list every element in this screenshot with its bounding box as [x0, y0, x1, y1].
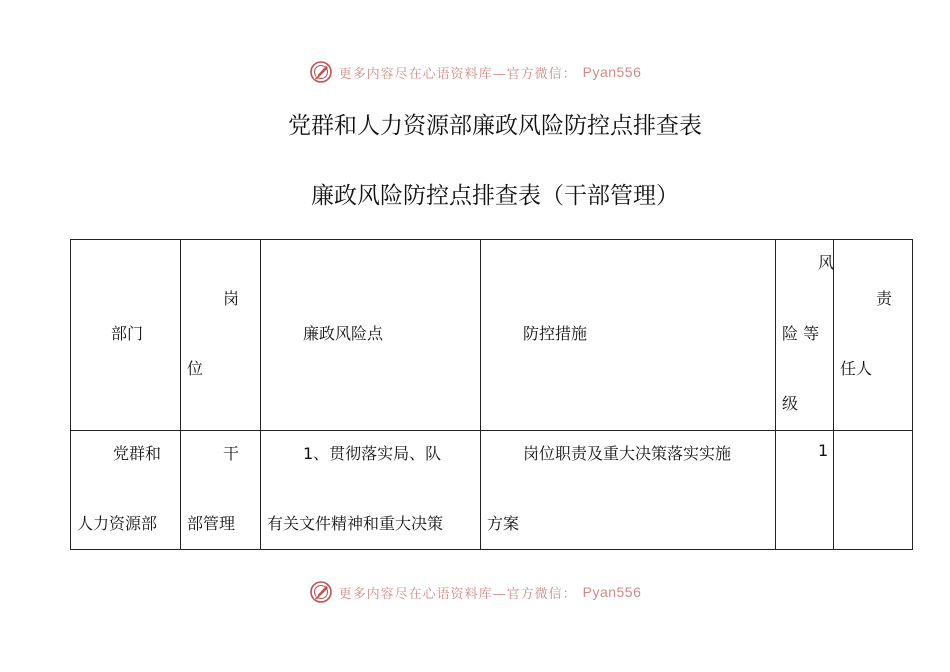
watermark-text: 更多内容尽在心语资料库—官方微信： — [338, 66, 577, 82]
cell-post-line-1: 干 — [223, 444, 240, 463]
cell-risk-level-value: 1 — [818, 441, 829, 460]
cell-dept — [71, 431, 181, 550]
header-risk-point — [261, 240, 481, 431]
table-title: 廉政风险防控点排查表（干部管理） — [311, 183, 679, 209]
header-measures-label: 防控措施 — [523, 324, 588, 343]
cell-risk-point-line-2: 有关文件精神和重大决策 — [267, 514, 444, 533]
header-post-label-2: 位 — [187, 359, 204, 378]
cell-risk-level — [776, 431, 834, 550]
cell-measures — [481, 431, 776, 550]
cell-measures-line-1: 岗位职责及重大决策落实实施 — [523, 444, 732, 463]
quill-logo-icon — [309, 580, 333, 604]
cell-post — [181, 431, 261, 550]
header-post — [181, 240, 261, 431]
cell-dept-line-1: 党群和 — [113, 444, 162, 463]
watermark-wechat-id: Pyan556 — [582, 64, 642, 80]
cell-post-line-2: 部管理 — [187, 514, 236, 533]
header-post-label-1: 岗 — [223, 289, 240, 308]
header-dept-label: 部门 — [111, 324, 144, 343]
header-owner-label-2: 任人 — [840, 359, 873, 378]
cell-risk-point-line-1: 1、贯彻落实局、队 — [303, 444, 442, 463]
cell-risk-point — [261, 431, 481, 550]
header-risk-level — [776, 240, 834, 431]
header-risk-level-label-3: 级 — [782, 394, 799, 413]
cell-measures-line-2: 方案 — [487, 514, 520, 533]
watermark-banner-top — [0, 57, 950, 87]
document-title: 党群和人力资源部廉政风险防控点排查表 — [288, 113, 702, 139]
header-measures — [481, 240, 776, 431]
watermark-banner-bottom — [0, 577, 950, 607]
header-dept — [71, 240, 181, 431]
watermark-wechat-id: Pyan556 — [582, 584, 642, 600]
header-owner — [834, 240, 913, 431]
risk-table — [70, 239, 913, 550]
cell-owner — [834, 431, 913, 550]
header-owner-label-1: 责 — [876, 289, 893, 308]
header-risk-point-label: 廉政风险点 — [303, 324, 384, 343]
table-row — [71, 431, 913, 550]
header-risk-level-label-1: 风 — [818, 253, 835, 272]
cell-dept-line-2: 人力资源部 — [77, 514, 158, 533]
table-header-row — [71, 240, 913, 431]
header-risk-level-label-2: 险 等 — [782, 324, 820, 343]
quill-logo-icon — [309, 60, 333, 84]
watermark-text: 更多内容尽在心语资料库—官方微信： — [338, 586, 577, 602]
